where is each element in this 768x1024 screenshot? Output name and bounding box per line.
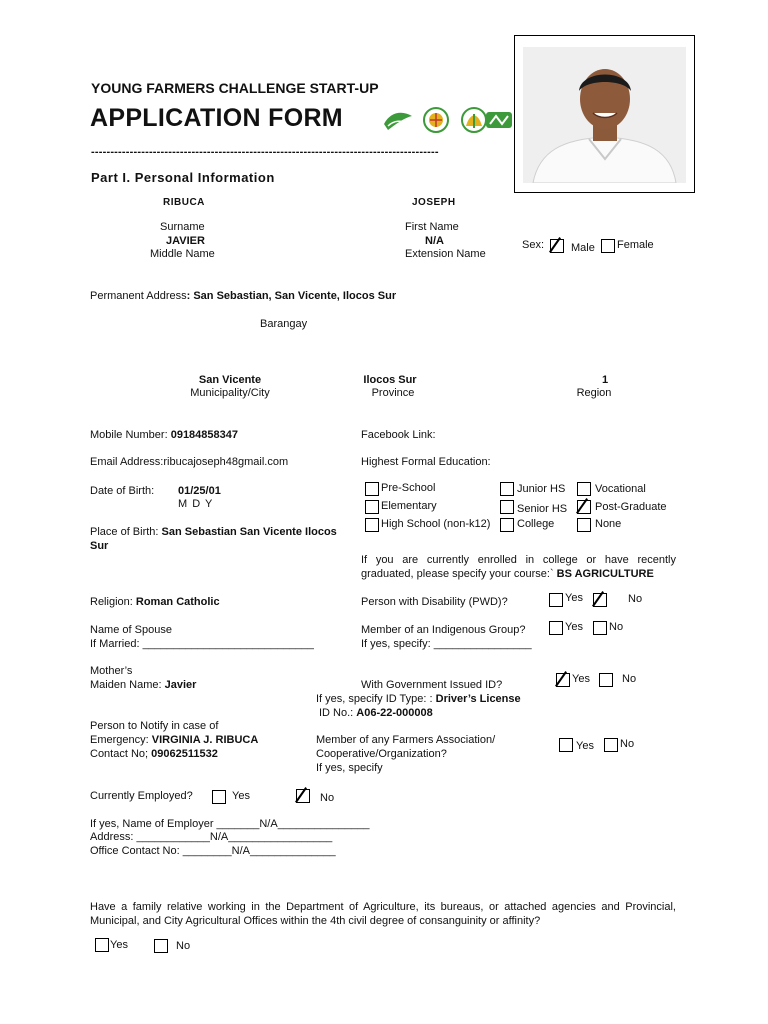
mother-label-line1: Mother’s	[90, 665, 133, 677]
employed-yes-checkbox[interactable]	[212, 790, 226, 804]
relative-no-checkbox[interactable]	[154, 939, 168, 953]
gov-id-label: With Government Issued ID?	[361, 679, 503, 691]
region-value: 1	[601, 374, 609, 386]
middle-name-label: Middle Name	[150, 248, 215, 260]
sex-female-label: Female	[617, 239, 654, 251]
employed-label: Currently Employed?	[90, 790, 193, 802]
religion-value: Roman Catholic	[135, 596, 220, 608]
gov-id-no-label: No	[622, 673, 637, 685]
employer-address-line: Address: ____________N/A_________________	[90, 831, 333, 843]
mother-value: Javier	[164, 679, 197, 691]
notify-line2	[90, 734, 258, 746]
mother-label-line2: Maiden Name:	[90, 679, 162, 691]
farmers-assoc-yes-label: Yes	[576, 740, 594, 752]
edu-vocational-checkbox[interactable]	[577, 482, 591, 496]
indigenous-yes-label: Yes	[565, 621, 583, 633]
edu-junior-hs-label: Junior HS	[517, 483, 566, 495]
farmers-assoc-label-line3: If yes, specify	[316, 762, 383, 774]
relative-question: Have a family relative working in the Department of Agriculture, its bureaus, or attached agencies and Provincial, Municipal, and City Agricultural Offices within the 4th civil degree of consanguinity or affinity?	[90, 901, 676, 927]
employed-no-checkbox[interactable]	[296, 789, 310, 803]
agency-logo-2	[420, 106, 452, 134]
edu-vocational-label: Vocational	[595, 483, 646, 495]
surname-value: RIBUCA	[163, 197, 205, 208]
pwd-yes-checkbox[interactable]	[549, 593, 563, 607]
pwd-yes-label: Yes	[565, 592, 583, 604]
relative-yes-label: Yes	[110, 939, 128, 951]
edu-none-checkbox[interactable]	[577, 518, 591, 532]
email-label: Email Address:	[90, 456, 164, 468]
farmers-assoc-label-line1: Member of any Farmers Association/	[316, 734, 496, 746]
province-label: Province	[371, 387, 415, 399]
indigenous-yes-checkbox[interactable]	[549, 621, 563, 635]
employer-name-line: If yes, Name of Employer _______N/A_______________	[90, 818, 370, 830]
edu-senior-hs-label: Senior HS	[517, 503, 568, 515]
address-label: Permanent Address	[90, 290, 187, 302]
edu-junior-hs-checkbox[interactable]	[500, 482, 514, 496]
mobile-line	[90, 429, 238, 441]
region-label: Region	[576, 387, 612, 399]
course-question-text: If you are currently enrolled in college or have recently graduated, please specify your course:`	[361, 554, 676, 580]
agency-logo-4	[484, 106, 516, 134]
sex-female-checkbox[interactable]	[601, 239, 615, 253]
employed-no-label: No	[320, 792, 335, 804]
indigenous-no-checkbox[interactable]	[593, 621, 607, 635]
sex-male-label: Male	[571, 242, 595, 254]
course-value: BS AGRICULTURE	[556, 568, 654, 580]
mobile-label: Mobile Number:	[90, 429, 168, 441]
farmers-assoc-no-label: No	[620, 738, 635, 750]
pob-value-line1: San Sebastian San Vicente Ilocos	[161, 526, 337, 538]
dob-value: 01/25/01	[178, 485, 221, 497]
gov-id-yes-checkbox[interactable]	[556, 673, 570, 687]
notify-contact-label: Contact No;	[90, 748, 149, 760]
gov-id-type-value: Driver’s License	[435, 693, 521, 705]
barangay-label: Barangay	[260, 318, 308, 330]
farmers-assoc-no-checkbox[interactable]	[604, 738, 618, 752]
spouse-married-line: If Married: ____________________________	[90, 638, 314, 650]
edu-none-label: None	[595, 518, 622, 530]
email-line	[90, 456, 288, 468]
gov-id-no-checkbox[interactable]	[599, 673, 613, 687]
first-name-label: First Name	[405, 221, 459, 233]
extension-name-value: N/A	[425, 235, 444, 247]
indigenous-no-label: No	[609, 621, 624, 633]
edu-highschool-checkbox[interactable]	[365, 518, 379, 532]
address-value: : San Sebastian, San Vicente, Ilocos Sur	[186, 290, 397, 302]
agency-logo-1	[382, 106, 414, 134]
edu-preschool-label: Pre-School	[381, 482, 436, 494]
edu-post-graduate-checkbox[interactable]	[577, 500, 591, 514]
notify-label-line2: Emergency:	[90, 734, 149, 746]
municipality-label: Municipality/City	[190, 387, 270, 399]
section-title: Part I. Personal Information	[91, 170, 275, 185]
religion-label: Religion:	[90, 596, 133, 608]
edu-preschool-checkbox[interactable]	[365, 482, 379, 496]
program-title: YOUNG FARMERS CHALLENGE START-UP	[91, 80, 379, 96]
relative-yes-checkbox[interactable]	[95, 938, 109, 952]
sex-male-checkbox[interactable]	[550, 239, 564, 253]
pwd-no-checkbox[interactable]	[593, 593, 607, 607]
dob-label: Date of Birth:	[90, 485, 155, 497]
edu-college-checkbox[interactable]	[500, 518, 514, 532]
gov-id-type-line	[316, 693, 521, 705]
gov-id-no-field-label: ID No.:	[319, 707, 354, 719]
notify-contact-value: 09062511532	[151, 748, 218, 760]
course-question	[361, 553, 676, 581]
applicant-photo	[523, 47, 686, 183]
employed-yes-label: Yes	[232, 790, 250, 802]
mother-line2	[90, 679, 196, 691]
municipality-value: San Vicente	[198, 374, 262, 386]
spouse-label: Name of Spouse	[90, 624, 172, 636]
pob-label: Place of Birth:	[90, 526, 159, 538]
farmers-assoc-yes-checkbox[interactable]	[559, 738, 573, 752]
edu-elementary-checkbox[interactable]	[365, 500, 379, 514]
notify-contact-line	[90, 748, 218, 760]
farmers-assoc-label-line2: Cooperative/Organization?	[316, 748, 447, 760]
pob-line1	[90, 526, 337, 538]
gov-id-type-label: If yes, specify ID Type: :	[316, 693, 433, 705]
surname-label: Surname	[160, 221, 205, 233]
header-divider: ------------------------------------------------------------------------------------------	[91, 146, 439, 158]
first-name-value: JOSEPH	[412, 197, 456, 208]
religion-line	[90, 596, 220, 608]
edu-elementary-label: Elementary	[381, 500, 437, 512]
pob-value-line2: Sur	[90, 540, 109, 552]
email-value: ribucajoseph48gmail.com	[163, 456, 289, 468]
province-value: Ilocos Sur	[363, 374, 417, 386]
sex-label: Sex:	[522, 239, 545, 251]
education-label: Highest Formal Education:	[361, 456, 491, 468]
gov-id-no-line	[319, 707, 433, 719]
middle-name-value: JAVIER	[166, 235, 205, 247]
extension-name-label: Extension Name	[405, 248, 486, 260]
notify-label-line1: Person to Notify in case of	[90, 720, 219, 732]
indigenous-specify: If yes, specify: ________________	[361, 638, 532, 650]
dob-format: M D Y	[178, 498, 214, 510]
address-line	[90, 290, 396, 302]
edu-college-label: College	[517, 518, 555, 530]
edu-senior-hs-checkbox[interactable]	[500, 500, 514, 514]
pwd-label: Person with Disability (PWD)?	[361, 596, 508, 608]
mobile-value: 09184858347	[170, 429, 238, 441]
notify-name-value: VIRGINIA J. RIBUCA	[151, 734, 259, 746]
indigenous-label: Member of an Indigenous Group?	[361, 624, 526, 636]
gov-id-yes-label: Yes	[572, 673, 590, 685]
facebook-label: Facebook Link:	[361, 429, 436, 441]
applicant-photo-frame	[514, 35, 695, 193]
office-contact-line: Office Contact No: ________N/A______________	[90, 845, 336, 857]
relative-no-label: No	[176, 940, 191, 952]
edu-highschool-label: High School (non-k12)	[381, 518, 491, 530]
pwd-no-label: No	[628, 593, 643, 605]
edu-post-graduate-label: Post-Graduate	[595, 501, 667, 513]
gov-id-no-value: A06-22-000008	[356, 707, 433, 719]
form-title: APPLICATION FORM	[90, 104, 343, 132]
